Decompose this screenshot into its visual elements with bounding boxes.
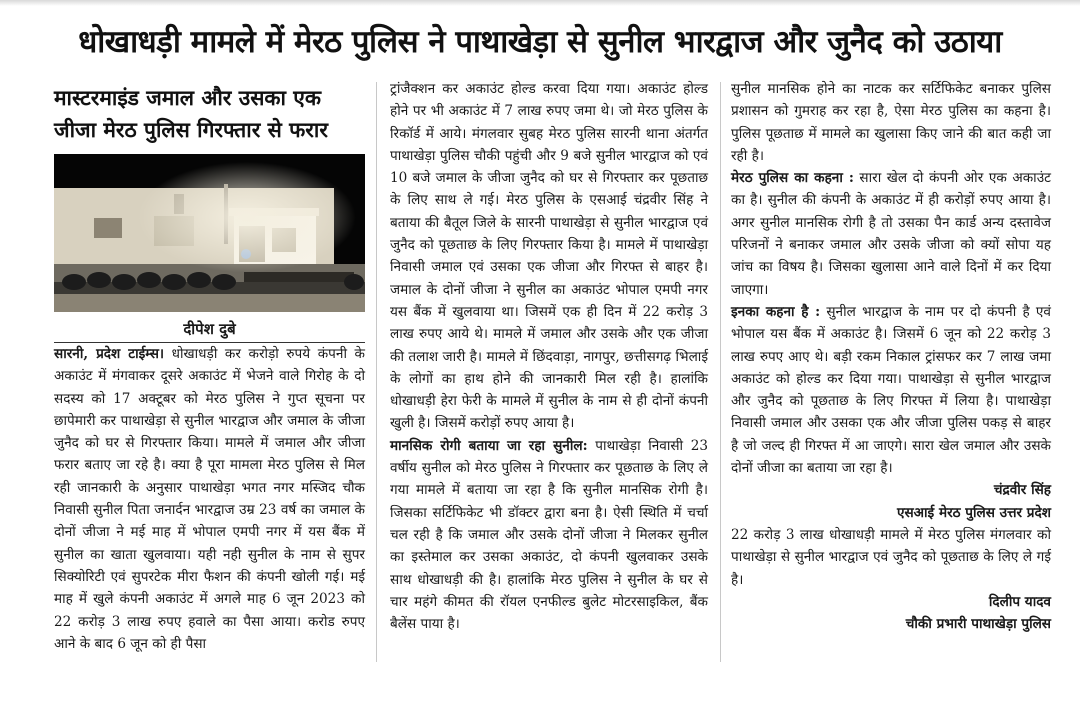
story-paragraph: सुनील मानसिक होने का नाटक कर सर्टिफिकेट बनाकर पुलिस प्रशासन को गुमराह कर रहा है, ऐसा मेरठ पुलिस का कहना है। पुलिस पूछताछ में मामले का खुलासा किए जाने की बात कही जा रही है।	[731, 81, 1051, 164]
signature-title: एसआई मेरठ पुलिस उत्तर प्रदेश	[896, 504, 1051, 521]
story-text: सारा खेल दो कंपनी ओर एक अकाउंट का है। सुनील की कंपनी के अकाउंट में ही करोड़ों रुपए आया है। अगर सुनील मानसिक रोगी है तो उसका पैन कार्ड अन्य दस्तावेज परिजनों ने बनाकर जमाल और उसके जीजा को क्यों सोपा यह जांच का विषय है। जिसका खुलासा आने वाले दिनों में कर दिया जाएगा।	[731, 170, 1051, 298]
byline: दीपेश दुबे	[183, 320, 236, 338]
column-1	[54, 82, 365, 655]
story-intro	[54, 343, 365, 655]
column-3	[731, 78, 1051, 635]
paragraph-lead: मानसिक रोगी बताया जा रहा सुनील:	[390, 437, 588, 454]
quote-paragraph: 22 करोड़ 3 लाख धोखाधड़ी मामले में मेरठ पुलिस मंगलवार को पाथाखेड़ा से सुनील भारद्वाज एवं जुनैद को पूछताछ के लिए ले गई है।	[731, 526, 1051, 588]
story-paragraph: ट्रांजैक्शन कर अकाउंट होल्ड करवा दिया गया। अकाउंट होल्ड होने पर भी अकाउंट में 7 लाख रुपए जमा थे। जो मेरठ पुलिस के रिकॉर्ड में आये। मंगलवार सुबह मेरठ पुलिस सारनी थाना अंतर्गत पाथाखेड़ा पुलिस चौकी पहुंची और 9 बजे सुनील भारद्वाज को एवं 10 बजे जमाल के जीजा जुनैद को घर से गिरफ्तार कर पूछताछ के लिए साथ ले गई। मेरठ पुलिस के एसआई चंद्रवीर सिंह ने बताया की बैतूल जिले के सारनी पाथाखेड़ा से सुनील भारद्वाज एवं जुनैद को पूछताछ के लिए गिरफ्तार किया है। मामले में पाथाखेड़ा निवासी जमाल एवं उसका एक जीजा और गिरफ्त से बाहर है। जमाल के दोनों जीजा ने सुनील का अकाउंट भोपाल एमपी नगर यस बैंक में खुलवाया था। जिसमें एक ही दिन में 22 करोड़ 3 लाख रुपए आये थे। मामले में जमाल और उसके और एक जीजा की तलाश जारी है। मामले में छिंदवाड़ा, नागपुर, छत्तीसगढ़ भिलाई के लोगों का हाथ होने की जानकारी मिल रही है। हालांकि धोखाधड़ी हेरा फेरी के मामले में सुनील के नाम से ही दोनों कंपनी खुली है। जिसमें करोड़ों रुपए आया है।	[390, 81, 708, 432]
paragraph-lead: इनका कहना है :	[731, 303, 821, 320]
column-divider	[720, 82, 721, 662]
subheadline: मास्टरमाइंड जमाल और उसका एक जीजा मेरठ पुलिस गिरफ्तार से फरार	[54, 86, 328, 142]
column-divider	[376, 82, 377, 662]
story-paragraph	[731, 167, 1051, 301]
story-text: धोखाधड़ी कर करोड़ो रुपये कंपनी के अकाउंट में मंगवाकर दूसरे अकाउंट में भेजने वाले गिरोह के दो सदस्य को 17 अक्टूबर को मेरठ पुलिस ने गुप्त सूचना पर छापेमारी कर पाथाखेड़ा से सुनील भारद्वाज और जमाल के जीजा जुनैद को घर से गिरफ्तार किया। मामले में जमाल और जीजा फरार बताए जा रहे है। क्या है पूरा मामला मेरठ पुलिस से मिल रही जानकारी के अनुसार पाथाखेड़ा भगत नगर मस्जिद चौक निवासी सुनील पिता जनार्दन भारद्वाज उम्र 23 वर्ष का जमाल के दोनों जीजा ने मई माह में भोपाल एमपी नगर में यस बैंक में सुनील का खाता खुलवाया। यही नही सुनील के नाम से सुपर सिक्योरिटी एवं सुपरटेक मीरा फैशन की कंपनी खोली गई। मई माह में खुले कंपनी अकाउंट में अगले माह 6 जून 2023 को 22 करोड़ 3 लाख रुपए हवाले का पैसा आया। करोड रुपए आने के बाद 6 जून को ही पैसा	[54, 346, 365, 652]
top-edge-strip	[0, 0, 1080, 6]
story-paragraph	[390, 435, 708, 636]
column-2	[390, 78, 708, 635]
story-text: पाथाखेड़ा निवासी 23 वर्षीय सुनील को मेरठ पुलिस ने गिरफ्तार कर पूछताछ के लिए ले गया मामले में बताया जा रहा है कि सुनील मानसिक रोगी है। जिसका सर्टिफिकेट भी डॉक्टर द्वारा बना है। ऐसी स्थिति में चर्चा चल रही है कि जमाल और उसके दोनों जीजा ने मिलकर सुनील का इस्तेमाल कर उसका अकाउंट, दो कंपनी खुलवाकर उसके साथ धोखाधड़ी की है। हालांकि मेरठ पुलिस ने सुनील के घर से चार महंगे कीमत की रॉयल एनफील्ड बुलेट मोटरसाइकिल, बैंक बैलेंस पाया है।	[390, 437, 708, 633]
police-station-photo	[54, 154, 365, 312]
headline: धोखाधड़ी मामले में मेरठ पुलिस ने पाथाखेड़ा से सुनील भारद्वाज और जुनैद को उठाया	[78, 24, 1002, 60]
signature-name: दिलीप यादव	[988, 593, 1051, 610]
signature-name: चंद्रवीर सिंह	[993, 482, 1051, 499]
story-paragraph	[731, 301, 1051, 479]
signature-title: चौकी प्रभारी पाथाखेड़ा पुलिस	[905, 616, 1051, 633]
paragraph-lead: मेरठ पुलिस का कहना :	[731, 170, 854, 187]
story-text: सुनील भारद्वाज के नाम पर दो कंपनी है एवं भोपाल यस बैंक में अकाउंट है। जिसमें 6 जून को 22 करोड़ 3 लाख रुपए आए थे। बड़ी रकम निकाल ट्रांसफर कर 7 लाख जमा अकाउंट को होल्ड कर दिया गया। पाथाखेड़ा से सुनील भारद्वाज और जुनैद को पूछताछ के लिए गिरफ्त में लिया है। पाथाखेड़ा निवासी जमाल और उसका एक और जीजा पुलिस पकड़ से बाहर है जो जल्द ही गिरफ्त में आ जाएगे। सारा खेल जमाल और उसके दोनों जीजा का बताया जा रहा है।	[731, 303, 1051, 477]
dateline: सारनी, प्रदेश टाईम्स।	[54, 346, 165, 362]
